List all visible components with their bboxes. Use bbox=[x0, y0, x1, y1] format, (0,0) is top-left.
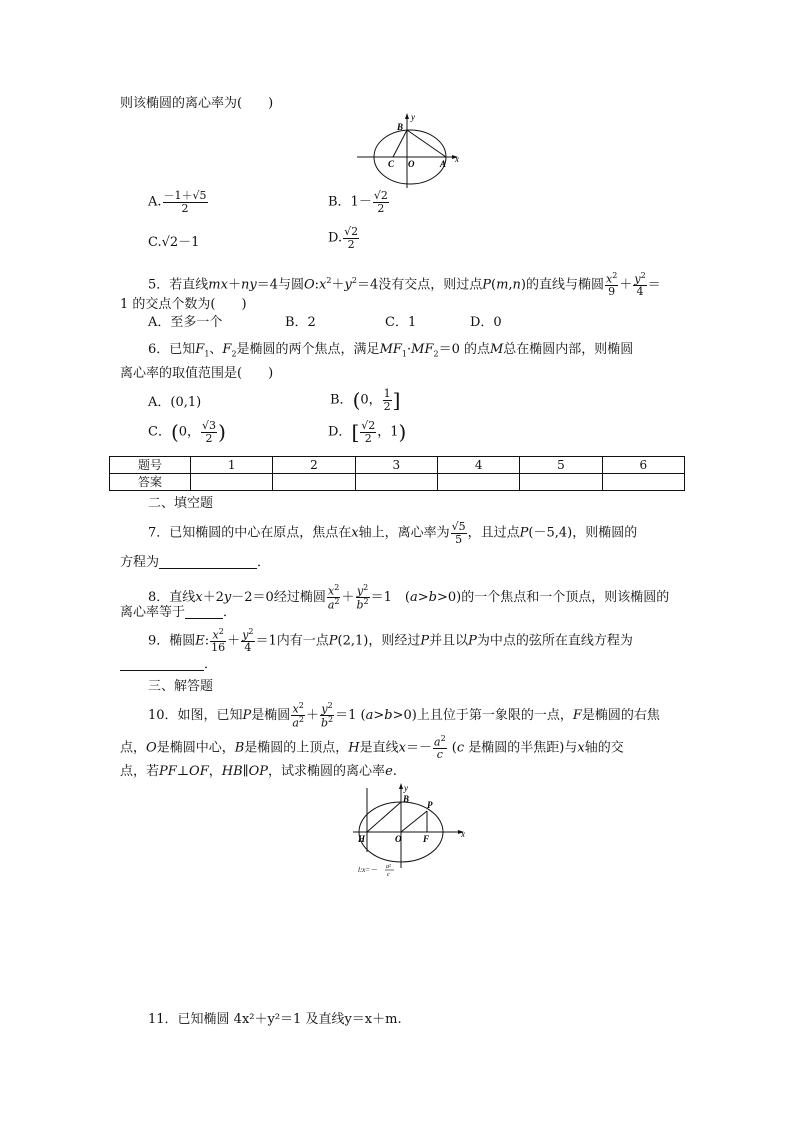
line-l-fraction-numerator: a² bbox=[386, 864, 391, 870]
table-cell: 1 bbox=[191, 457, 273, 474]
answer-table bbox=[109, 456, 685, 491]
axis-x-label: x bbox=[461, 829, 465, 839]
point-b-label: B bbox=[403, 794, 410, 804]
question-6-line-2: 离心率的取值范围是( ) bbox=[120, 366, 274, 381]
option-d: D. $\frac{√2}{2}$ bbox=[328, 225, 359, 251]
axis-y-label: y bbox=[404, 783, 408, 793]
table-cell: 4 bbox=[437, 457, 519, 474]
question-7-line-2: 方程为 ． bbox=[120, 555, 271, 570]
question-9-line-2: ． bbox=[120, 658, 217, 671]
q5-option-d: D．0 bbox=[470, 315, 502, 330]
axis-y-label: y bbox=[411, 112, 415, 122]
question-7-line-1: 7．已知椭圆的中心在原点，焦点在x轴上，离心率为 $\frac{√5}{5}$ ，且过点P(－5,4)，则椭圆的 bbox=[148, 520, 638, 546]
ellipse-figure-1 bbox=[355, 110, 475, 190]
point-o-label: O bbox=[395, 834, 402, 844]
point-f-label: F bbox=[423, 834, 430, 844]
option-b: B．1－ $\frac{√2}{2}$ bbox=[328, 189, 388, 215]
point-h-label: H bbox=[358, 834, 366, 844]
table-cell: 5 bbox=[520, 457, 602, 474]
q6-option-d: D．[ $\frac{√2}{2}$ ，1) bbox=[328, 419, 407, 445]
q5-option-b: B．2 bbox=[285, 315, 316, 330]
option-c: C.√2－1 bbox=[148, 235, 200, 250]
q5-option-a: A．至多一个 bbox=[148, 315, 223, 330]
point-c-label: C bbox=[388, 159, 395, 169]
question-intro: 则该椭圆的离心率为( ) bbox=[120, 96, 274, 111]
section-heading-solutions: 三、解答题 bbox=[148, 679, 214, 694]
question-5-line-1: 5．若直线mx＋ny＝4与圆$O:x^2+y^2=4$没有交点，则过点P(m,n)的直线与椭圆 $\frac{x^2}{9}$ ＋ $\frac{y^2}{4}$ ＝ bbox=[148, 271, 661, 299]
answer-blank[interactable] bbox=[120, 658, 204, 671]
question-8-line-1: 8．直线x＋2y－2＝0经过椭圆 $\frac{x^2}{a^2}$ ＋ $\frac{y^2}{b^2}$ ＝1 (a>b>0)的一个焦点和一个顶点，则该椭圆的 bbox=[148, 583, 670, 612]
point-p-label: P bbox=[427, 800, 433, 810]
point-a-label: A bbox=[440, 159, 447, 169]
answer-blank[interactable] bbox=[159, 556, 257, 569]
answer-cell[interactable] bbox=[191, 474, 273, 491]
question-10-line-1: 10．如图，已知P是椭圆 $\frac{x^2}{a^2}$ ＋ $\frac{y^2}{b^2}$ ＝1 (a>b>0)上且位于第一象限的一点，F是椭圆的右焦 bbox=[148, 701, 660, 730]
answer-cell[interactable] bbox=[602, 474, 684, 491]
section-heading-fill-in: 二、填空题 bbox=[148, 496, 214, 511]
line-l-fraction-denominator: c bbox=[387, 872, 390, 878]
question-8-line-2: 离心率等于 ． bbox=[120, 605, 237, 620]
option-a: A. $\frac{-1+√5}{2}$ bbox=[148, 189, 207, 215]
table-row bbox=[110, 457, 685, 474]
answer-cell[interactable] bbox=[437, 474, 519, 491]
q6-option-b: B．(0， $\frac{1}{2}$ ] bbox=[330, 387, 401, 413]
line-l-label: l:x=－ bbox=[358, 866, 378, 874]
answer-blank[interactable] bbox=[185, 606, 223, 619]
q6-option-a: A．(0,1) bbox=[148, 395, 202, 410]
axis-x-label: x bbox=[455, 154, 459, 164]
question-10-line-3: 点，若PF⊥OF，HB∥OP，试求椭圆的离心率e. bbox=[120, 764, 397, 779]
table-header-cell: 题号 bbox=[110, 457, 191, 474]
ellipse-figure-2 bbox=[353, 780, 473, 880]
question-9-line-1: 9．椭圆E: $\frac{x^2}{16}$ ＋ $\frac{y^2}{4}$ ＝1内有一点P(2,1)，则经过P并且以P为中点的弦所在直线方程为 bbox=[148, 627, 633, 655]
answer-cell[interactable] bbox=[520, 474, 602, 491]
point-o-label: O bbox=[408, 159, 415, 169]
point-b-label: B bbox=[397, 122, 404, 132]
q5-option-c: C．1 bbox=[385, 315, 417, 330]
question-10-line-2: 点，O是椭圆中心，B是椭圆的上顶点，H是直线x＝－ $\frac{a^2}{c}$ (c 是椭圆的半焦距)与x轴的交 bbox=[120, 734, 624, 762]
question-5-line-2: 1 的交点个数为( ) bbox=[120, 297, 247, 312]
table-cell: 2 bbox=[273, 457, 355, 474]
q6-option-c: C．(0， $\frac{√3}{2}$ ) bbox=[148, 419, 226, 445]
table-row bbox=[110, 474, 685, 491]
answer-cell[interactable] bbox=[273, 474, 355, 491]
answer-cell[interactable] bbox=[355, 474, 437, 491]
table-cell: 6 bbox=[602, 457, 684, 474]
table-header-cell: 答案 bbox=[110, 474, 191, 491]
question-6-line-1: 6．已知$F_1$、$F_2$是椭圆的两个焦点，满足$MF_1\cdot MF_2=0$ 的点M总在椭圆内部，则椭圆 bbox=[148, 342, 634, 359]
table-cell: 3 bbox=[355, 457, 437, 474]
question-11: 11．已知椭圆 4x²＋y²＝1 及直线y＝x＋m. bbox=[148, 1012, 402, 1027]
